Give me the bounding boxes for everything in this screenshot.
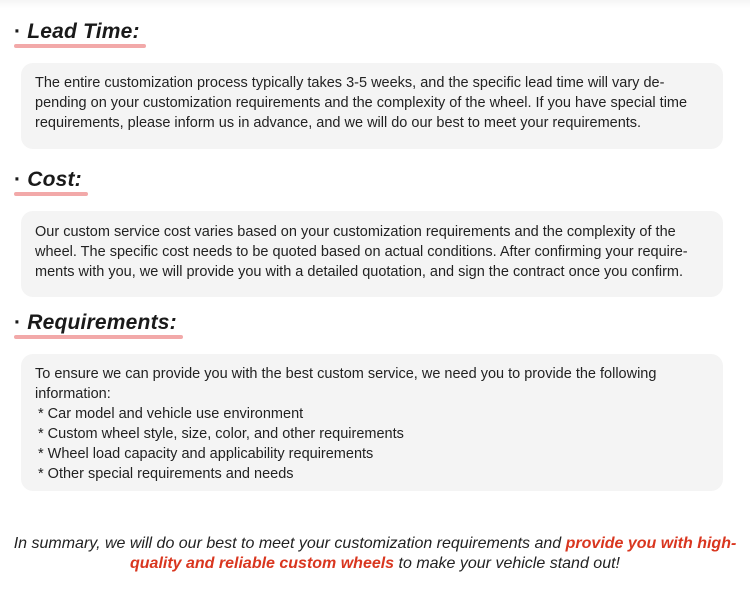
requirements-card: [21, 354, 723, 491]
heading-bullet: ·: [14, 168, 22, 191]
cost-text: Our custom service cost varies based on your customization requirements and the complexity of the wheel. The specific cost needs to be quoted based on actual conditions. After confirming your require-ments with you, we will provide you with a detailed quotation, and sign the contract once you confirm.: [35, 224, 688, 280]
summary-paragraph: [0, 534, 750, 574]
cost-title: Cost:: [27, 168, 82, 191]
cost-card: [21, 211, 723, 297]
top-edge-shadow: [0, 0, 750, 8]
cost-heading: [14, 168, 82, 192]
lead-time-card: [21, 63, 723, 149]
requirements-intro: To ensure we can provide you with the best custom service, we need you to provide the following information:: [35, 366, 657, 402]
requirements-title: Requirements:: [27, 311, 177, 334]
heading-underline: [14, 335, 183, 339]
summary-before: In summary, we will do our best to meet your customization requirements and: [13, 535, 566, 552]
heading-underline: [14, 44, 146, 48]
list-item: * Other special requirements and needs: [38, 466, 294, 482]
heading-underline: [14, 192, 88, 196]
heading-bullet: ·: [14, 311, 22, 334]
lead-time-title: Lead Time:: [27, 20, 140, 43]
list-item: * Car model and vehicle use environment: [38, 406, 304, 422]
summary-highlight: provide you with high-quality and reliable custom wheels: [130, 535, 737, 572]
list-item: * Wheel load capacity and applicability requirements: [38, 446, 374, 462]
summary-after: to make your vehicle stand out!: [394, 555, 620, 572]
heading-bullet: ·: [14, 20, 22, 43]
requirements-list: [35, 404, 709, 484]
lead-time-text: The entire customization process typically takes 3-5 weeks, and the specific lead time will vary de-pending on your customization requirements and the complexity of the wheel. If you have special time requirements, please inform us in advance, and we will do our best to meet your requirements.: [35, 75, 688, 131]
list-item: * Custom wheel style, size, color, and other requirements: [38, 426, 404, 442]
requirements-heading: [14, 311, 177, 335]
lead-time-heading: [14, 20, 140, 44]
